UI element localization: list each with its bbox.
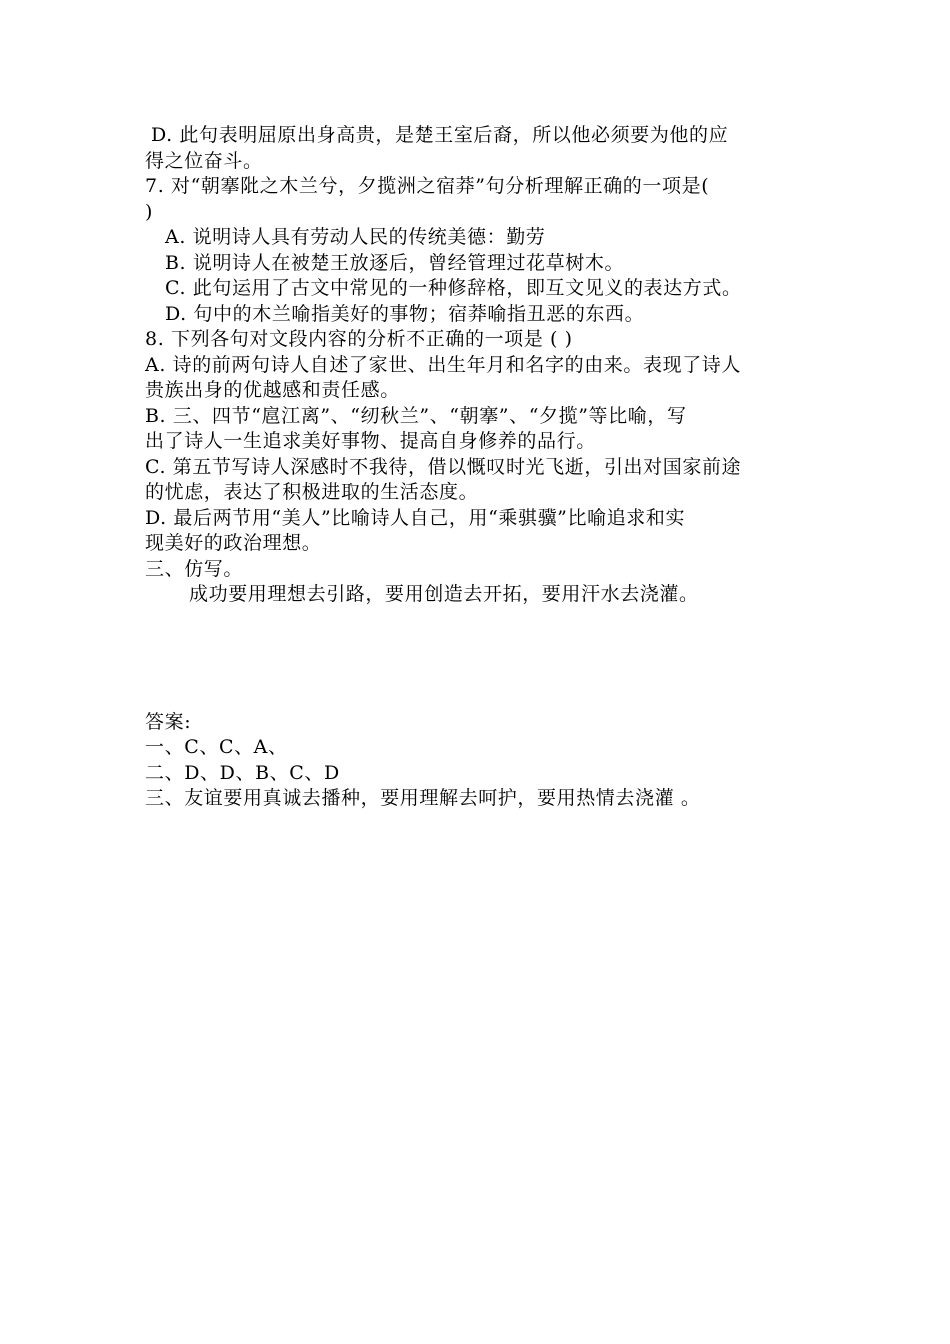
q8-option-c-line1: C. 第五节写诗人深感时不我待，借以慨叹时光飞逝，引出对国家前途 [145,455,742,478]
q8-option-c-line2: 的忧虑，表达了积极进取的生活态度。 [145,481,479,503]
q7-stem-line1: 7. 对“朝搴阰之木兰兮，夕揽洲之宿莽”句分析理解正确的一项是( [145,175,710,197]
q6-option-d-line1: D. 此句表明屈原出身高贵，是楚王室后裔，所以他必须要为他的应 [151,124,729,146]
q8-option-a-line2: 贵族出身的优越感和责任感。 [145,379,400,401]
q6-option-d-line2: 得之位奋斗。 [145,149,263,172]
answer-line-1: 一、C、C、A、 [145,736,288,758]
section3-example: 成功要用理想去引路，要用创造去开拓，要用汗水去浇灌。 [189,583,699,605]
answer-line-3: 三、友谊要用真诚去播种，要用理解去呵护，要用热情去浇灌 。 [145,787,701,809]
q8-stem: 8. 下列各句对文段内容的分析不正确的一项是 ( ) [145,328,573,350]
section3-heading: 三、仿写。 [145,557,244,580]
answers-heading: 答案: [145,710,192,733]
q7-option-c: C. 此句运用了古文中常见的一种修辞格，即互文见义的表达方式。 [165,277,742,299]
blank-space [145,608,815,710]
q8-option-d-line1: D. 最后两节用“美人”比喻诗人自己，用“乘骐骥”比喻追求和实 [145,506,686,529]
q8-option-b-line2: 出了诗人一生追求美好事物、提高自身修养的品行。 [145,430,596,452]
document-page [145,123,815,812]
q7-stem-line2: ) [145,200,154,223]
q8-option-d-line2: 现美好的政治理想。 [145,532,322,554]
q7-option-a: A. 说明诗人具有劳动人民的传统美德：勤劳 [165,226,546,248]
q8-option-a-line1: A. 诗的前两句诗人自述了家世、出生年月和名字的由来。表现了诗人 [145,353,742,376]
q7-option-b: B. 说明诗人在被楚王放逐后，曾经管理过花草树木。 [165,251,625,274]
answer-line-2: 二、D、D、B、C、D [145,761,340,784]
q7-option-d: D. 句中的木兰喻指美好的事物；宿莽喻指丑恶的东西。 [165,302,645,325]
q8-option-b-line1: B. 三、四节“扈江离”、“纫秋兰”、“朝搴”、“夕揽”等比喻，写 [145,404,687,427]
